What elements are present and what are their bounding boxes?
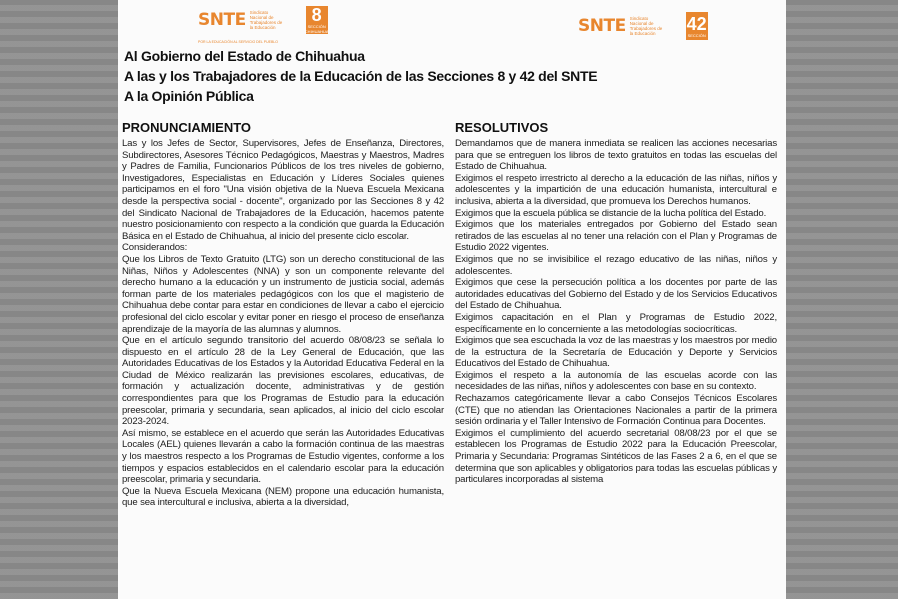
paragraph: Que los Libros de Texto Gratuito (LTG) son un derecho constitucional de las Niñas, Niños y Adolescentes (NNA) y son un componente relevante del derecho humano a la educación y un instrumento de justicia social, además forman parte de los materiales pedagógicos con los que el magisterio de Chihuahua debe contar para estar en condiciones de llevar a cabo el ejercicio profesional del ciclo escolar y evitar poner en riesgo el proceso de enseñanza aprendizaje de la mayoría de las alumnas y alumnos. <box>122 253 444 335</box>
snte-mark: SNTE <box>198 10 246 30</box>
section-heading: PRONUNCIAMIENTO <box>122 120 252 135</box>
addressees <box>124 46 597 106</box>
paragraph: Exigimos el respeto a la autonomía de las escuelas acorde con las necesidades de las niñas, niños y adolescentes con base en su contexto. <box>455 369 777 393</box>
section-badge: 42 SECCIÓN <box>686 12 708 40</box>
paragraph: Exigimos capacitación en el Plan y Programas de Estudio 2022, específicamente en lo concerniente a las metodologías sociocríticas. <box>455 311 777 335</box>
paragraph: Considerandos: <box>122 242 188 254</box>
paragraph: Exigimos que la escuela pública se distancie de la lucha política del Estado. <box>455 207 767 219</box>
section-heading: RESOLUTIVOS <box>455 120 549 135</box>
paragraph: Exigimos el respeto irrestricto al derecho a la educación de las niñas, niños y adolescentes y la impartición de una educación humanista, intercultural e inclusiva, abierta a la diversidad, que promueva los Derechos humanos. <box>455 172 777 207</box>
paragraph: Que la Nueva Escuela Mexicana (NEM) propone una educación humanista, que sea intercultural e inclusiva, abierta a la diversidad, <box>122 485 444 509</box>
section-badge: 8 SECCIÓN CHIHUAHUA <box>304 5 329 34</box>
logo-text: Sindicato Nacional de Trabajadores de la Educación <box>629 16 663 36</box>
snte-mark: SNTE <box>578 16 626 36</box>
paragraph: Exigimos que sea escuchada la voz de las maestras y los maestros por medio de la estructura de la Secretaría de Educación y Deporte y Servicios Educativos del Estado de Chihuahua. <box>455 335 777 370</box>
snte-section-42-logo <box>578 12 708 40</box>
background-right <box>786 0 898 599</box>
snte-section-8-logo <box>198 5 329 44</box>
addressee-line: A la Opinión Pública <box>124 88 254 104</box>
resolutivos-column <box>455 120 777 486</box>
paragraph: Exigimos que cese la persecución política a los docentes por parte de las autoridades educativas del Gobierno del Estado y de los Servicios Educativos del Estado de Chihuahua. <box>455 277 777 312</box>
addressee-line: Al Gobierno del Estado de Chihuahua <box>124 48 365 64</box>
paragraph: Así mismo, se establece en el acuerdo que serán las Autoridades Educativas Locales (AEL) quienes llevarán a cabo la formación continua de las maestras y los maestros respecto a los Programas de Estudio vigentes, conforme a los tiempos y espacios establecidos en el calendario escolar para la educación preescolar, primaria y secundaria. <box>122 427 444 486</box>
addressee-line: A las y los Trabajadores de la Educación de las Secciones 8 y 42 del SNTE <box>124 68 598 84</box>
newspaper-page <box>118 0 786 599</box>
paragraph: Exigimos el cumplimiento del acuerdo secretarial 08/08/23 por el que se establecen los Programas de Estudio 2022 para la Educación Preescolar, Primaria y Secundaria: Programas Sintéticos de las Fases 2 a 6, en el que se determina que son aplicables y obligatorios para todas las escuelas públicas y particulares incorporadas al sistema <box>455 427 777 486</box>
background-left <box>0 0 118 599</box>
pronunciamiento-column <box>122 120 444 509</box>
paragraph: Rechazamos categóricamente llevar a cabo Consejos Técnicos Escolares (CTE) que no atiendan las Orientaciones Nacionales a partir de la primera sesión ordinaria y el Taller Intensivo de Formación Continua para Docentes. <box>455 393 777 428</box>
paragraph: Exigimos que no se invisibilice el rezago educativo de las niñas, niños y adolescentes. <box>455 253 777 277</box>
paragraph: Que en el artículo segundo transitorio del acuerdo 08/08/23 se señala lo dispuesto en el artículo 28 de la Ley General de Educación, que las Autoridades Educativas de los Estados y la Autoridad Educativa Federal en la Ciudad de México realizarán las previsiones escolares, educativas, de formación y actualización docente, administrativas y de gestión correspondientes para que los Programas de Estudio para la educación preescolar, primaria y secundaria, sean aplicados, al inicio del ciclo escolar 2023-2024. <box>122 335 444 428</box>
paragraph: Las y los Jefes de Sector, Supervisores, Jefes de Enseñanza, Directores, Subdirectores, Asesores Técnico Pedagógicos, Maestras y Maestros, Madres y Padres de Familia, Funcionarios Públicos de los tres niveles de gobierno, Investigadores, Especialistas en Educación y Líderes Sociales quienes participamos en el foro "Una visión objetiva de la Nueva Escuela Mexicana desde la perspectiva social - docente", organizado por las Secciones 8 y 42 del Sindicato Nacional de Trabajadores de la Educación, hacemos patente nuestro posicionamiento con respecto a la condición que guarda la Educación Básica en el Estado de Chihuahua, al inicio del presente ciclo escolar. <box>122 138 444 242</box>
paragraph: Exigimos que los materiales entregados por Gobierno del Estado sean retirados de las escuelas al no tener una relación con el Plan y Programas de Estudio 2022 vigentes. <box>455 219 777 254</box>
paragraph: Demandamos que de manera inmediata se realicen las acciones necesarias para que se entreguen los libros de texto gratuitos en todas las escuelas del Estado de Chihuahua. <box>455 138 777 173</box>
logo-tagline: POR LA EDUCACIÓN AL SERVICIO DEL PUEBLO <box>198 40 279 44</box>
logo-text: Sindicato Nacional de Trabajadores de la Educación <box>249 10 283 30</box>
